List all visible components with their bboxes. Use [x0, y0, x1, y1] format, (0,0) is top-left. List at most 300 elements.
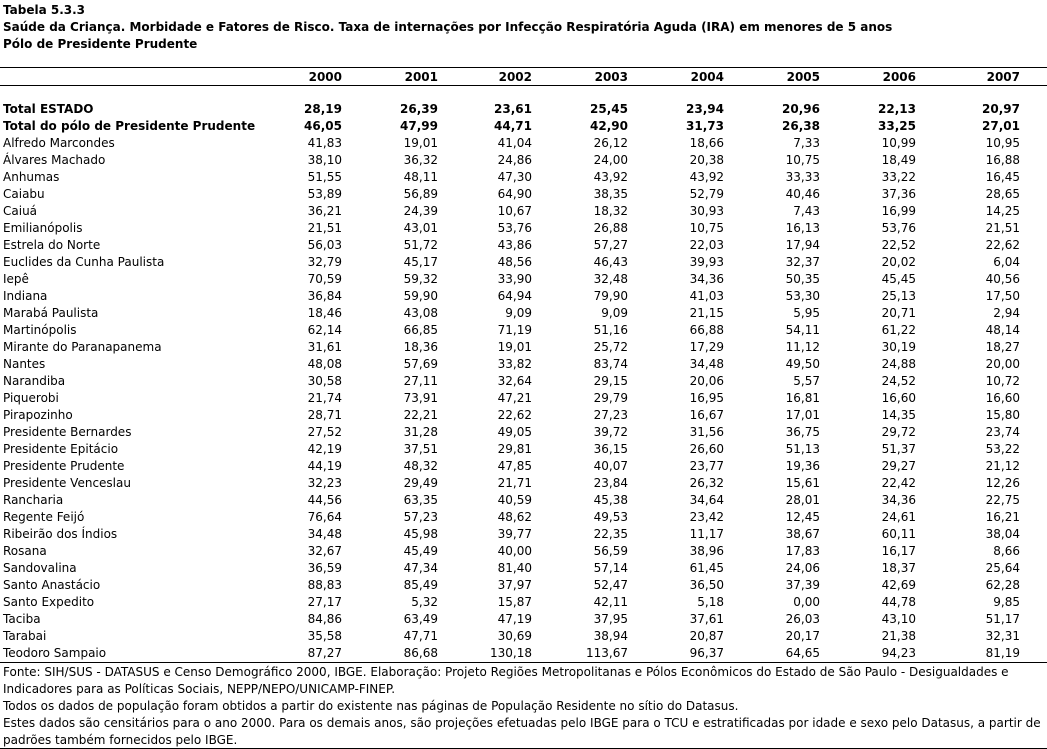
rate-cell: 20,97 — [982, 102, 1020, 116]
table-row — [0, 373, 1020, 390]
rate-cell: 32,79 — [307, 255, 342, 269]
rate-cell: 25,45 — [590, 102, 628, 116]
rate-cell: 71,19 — [497, 323, 532, 337]
top-rule — [0, 67, 1047, 68]
municipality-name: Rancharia — [3, 493, 64, 507]
rate-cell: 53,89 — [307, 187, 342, 201]
municipality-name: Anhumas — [3, 170, 60, 184]
rate-cell: 43,08 — [403, 306, 438, 320]
rate-cell: 36,32 — [403, 153, 438, 167]
rate-cell: 56,59 — [593, 544, 628, 558]
municipality-name: Martinópolis — [3, 323, 77, 337]
header-name-cell — [0, 69, 260, 86]
rate-cell: 33,22 — [881, 170, 916, 184]
rate-cell: 47,71 — [403, 629, 438, 643]
rate-cell: 38,94 — [593, 629, 628, 643]
rate-cell: 37,51 — [403, 442, 438, 456]
rate-cell: 42,69 — [881, 578, 916, 592]
population-note: Todos os dados de população foram obtidos a partir do existente nas páginas de População Residente no sítio do Datasus. — [3, 699, 739, 713]
rate-cell: 28,01 — [785, 493, 820, 507]
rate-cell: 24,39 — [403, 204, 438, 218]
rate-cell: 113,67 — [586, 646, 628, 660]
rate-cell: 83,74 — [593, 357, 628, 371]
rate-cell: 46,43 — [593, 255, 628, 269]
rate-cell: 5,95 — [793, 306, 820, 320]
table-row — [0, 152, 1020, 169]
rate-cell: 61,22 — [881, 323, 916, 337]
rate-cell: 28,65 — [985, 187, 1020, 201]
rate-cell: 27,52 — [307, 425, 342, 439]
rate-cell: 16,81 — [785, 391, 820, 405]
rate-cell: 33,25 — [878, 119, 916, 133]
rate-cell: 31,61 — [307, 340, 342, 354]
rate-cell: 26,88 — [593, 221, 628, 235]
rate-cell: 14,35 — [881, 408, 916, 422]
rate-cell: 18,46 — [307, 306, 342, 320]
rate-cell: 14,25 — [985, 204, 1020, 218]
rate-cell: 88,83 — [307, 578, 342, 592]
rate-cell: 24,00 — [593, 153, 628, 167]
rate-cell: 61,45 — [689, 561, 724, 575]
table-row — [0, 560, 1020, 577]
table-row — [0, 526, 1020, 543]
rate-cell: 21,15 — [689, 306, 724, 320]
rate-cell: 19,01 — [403, 136, 438, 150]
rate-cell: 10,72 — [985, 374, 1020, 388]
table-row — [0, 305, 1020, 322]
rate-cell: 23,84 — [593, 476, 628, 490]
rate-cell: 81,19 — [985, 646, 1020, 660]
rate-cell: 44,19 — [307, 459, 342, 473]
rate-cell: 32,67 — [307, 544, 342, 558]
rate-cell: 51,16 — [593, 323, 628, 337]
rate-cell: 52,47 — [593, 578, 628, 592]
municipality-name: Ribeirão dos Índios — [3, 527, 118, 541]
rate-cell: 63,35 — [403, 493, 438, 507]
table-title: Saúde da Criança. Morbidade e Fatores de Risco. Taxa de internações por Infecção Respiratória Aguda (IRA) em menores de 5 anos — [3, 20, 893, 34]
municipality-name: Caiabu — [3, 187, 45, 201]
rate-cell: 16,88 — [985, 153, 1020, 167]
rate-cell: 36,75 — [785, 425, 820, 439]
rate-cell: 47,19 — [497, 612, 532, 626]
rate-cell: 64,65 — [785, 646, 820, 660]
rate-cell: 34,64 — [689, 493, 724, 507]
table-row — [0, 611, 1020, 628]
rate-cell: 20,00 — [985, 357, 1020, 371]
rate-cell: 48,56 — [497, 255, 532, 269]
rate-cell: 12,26 — [985, 476, 1020, 490]
year-header: 2002 — [498, 70, 532, 84]
rate-cell: 36,50 — [689, 578, 724, 592]
data-table — [0, 69, 1020, 662]
rate-cell: 24,86 — [497, 153, 532, 167]
rate-cell: 19,36 — [785, 459, 820, 473]
rate-cell: 48,11 — [403, 170, 438, 184]
rate-cell: 25,64 — [985, 561, 1020, 575]
rate-cell: 26,32 — [689, 476, 724, 490]
rate-cell: 27,01 — [982, 119, 1020, 133]
rate-cell: 9,85 — [993, 595, 1020, 609]
rate-cell: 34,36 — [689, 272, 724, 286]
rate-cell: 0,00 — [793, 595, 820, 609]
rate-cell: 81,40 — [497, 561, 532, 575]
rate-cell: 30,93 — [689, 204, 724, 218]
rate-cell: 33,90 — [497, 272, 532, 286]
rate-cell: 33,33 — [785, 170, 820, 184]
rate-cell: 59,32 — [403, 272, 438, 286]
rate-cell: 16,17 — [881, 544, 916, 558]
rate-cell: 87,27 — [307, 646, 342, 660]
rate-cell: 45,98 — [403, 527, 438, 541]
rate-cell: 45,38 — [593, 493, 628, 507]
rate-cell: 59,90 — [403, 289, 438, 303]
rate-cell: 34,48 — [689, 357, 724, 371]
rate-cell: 32,23 — [307, 476, 342, 490]
rate-cell: 36,15 — [593, 442, 628, 456]
rate-cell: 17,50 — [985, 289, 1020, 303]
table-row — [0, 254, 1020, 271]
rate-cell: 38,35 — [593, 187, 628, 201]
municipality-name: Emilianópolis — [3, 221, 83, 235]
rate-cell: 57,23 — [403, 510, 438, 524]
rate-cell: 36,84 — [307, 289, 342, 303]
rate-cell: 57,27 — [593, 238, 628, 252]
municipality-name: Álvares Machado — [3, 153, 106, 167]
rate-cell: 43,01 — [403, 221, 438, 235]
rate-cell: 21,51 — [985, 221, 1020, 235]
rate-cell: 56,89 — [403, 187, 438, 201]
rate-cell: 18,66 — [689, 136, 724, 150]
rate-cell: 28,19 — [304, 102, 342, 116]
rate-cell: 27,17 — [307, 595, 342, 609]
municipality-name: Presidente Epitácio — [3, 442, 119, 456]
rate-cell: 42,90 — [590, 119, 628, 133]
table-row — [0, 543, 1020, 560]
rate-cell: 26,39 — [400, 102, 438, 116]
rate-cell: 16,21 — [985, 510, 1020, 524]
rate-cell: 47,85 — [497, 459, 532, 473]
rate-cell: 22,62 — [985, 238, 1020, 252]
table-title-block — [3, 2, 892, 53]
rate-cell: 52,79 — [689, 187, 724, 201]
table-row — [0, 237, 1020, 254]
footer-notes — [3, 664, 1043, 749]
rate-cell: 51,17 — [985, 612, 1020, 626]
header-row — [0, 69, 1020, 86]
rate-cell: 22,62 — [497, 408, 532, 422]
rate-cell: 27,23 — [593, 408, 628, 422]
rate-cell: 27,11 — [403, 374, 438, 388]
rate-cell: 38,10 — [307, 153, 342, 167]
table-row — [0, 220, 1020, 237]
rate-cell: 10,95 — [985, 136, 1020, 150]
total-row — [0, 118, 1020, 135]
table-row — [0, 475, 1020, 492]
municipality-name: Tarabai — [3, 629, 47, 643]
rate-cell: 46,05 — [304, 119, 342, 133]
rate-cell: 94,23 — [881, 646, 916, 660]
rate-cell: 51,72 — [403, 238, 438, 252]
rate-cell: 30,58 — [307, 374, 342, 388]
rate-cell: 51,13 — [785, 442, 820, 456]
table-row — [0, 577, 1020, 594]
rate-cell: 26,03 — [785, 612, 820, 626]
rate-cell: 64,94 — [497, 289, 532, 303]
rate-cell: 20,02 — [881, 255, 916, 269]
rate-cell: 40,00 — [497, 544, 532, 558]
rate-cell: 53,22 — [985, 442, 1020, 456]
rate-cell: 39,77 — [497, 527, 532, 541]
rate-cell: 18,36 — [403, 340, 438, 354]
rate-cell: 21,74 — [307, 391, 342, 405]
table-subtitle: Pólo de Presidente Prudente — [3, 37, 198, 51]
rate-cell: 5,18 — [697, 595, 724, 609]
header-rule — [0, 85, 1047, 86]
rate-cell: 39,72 — [593, 425, 628, 439]
rate-cell: 16,13 — [785, 221, 820, 235]
municipality-name: Mirante do Paranapanema — [3, 340, 162, 354]
rate-cell: 21,12 — [985, 459, 1020, 473]
table-row — [0, 441, 1020, 458]
year-header: 2005 — [786, 70, 820, 84]
table-row — [0, 135, 1020, 152]
rate-cell: 32,64 — [497, 374, 532, 388]
rate-cell: 43,10 — [881, 612, 916, 626]
rate-cell: 86,68 — [403, 646, 438, 660]
rate-cell: 16,60 — [881, 391, 916, 405]
year-header: 2000 — [308, 70, 342, 84]
municipality-name: Total ESTADO — [3, 102, 94, 116]
year-header: 2004 — [690, 70, 724, 84]
rate-cell: 10,75 — [785, 153, 820, 167]
rate-cell: 17,01 — [785, 408, 820, 422]
rate-cell: 41,04 — [497, 136, 532, 150]
municipality-name: Estrela do Norte — [3, 238, 101, 252]
rate-cell: 11,17 — [689, 527, 724, 541]
rate-cell: 53,76 — [881, 221, 916, 235]
rate-cell: 22,42 — [881, 476, 916, 490]
rate-cell: 21,71 — [497, 476, 532, 490]
rate-cell: 53,30 — [785, 289, 820, 303]
rate-cell: 17,83 — [785, 544, 820, 558]
total-row — [0, 101, 1020, 118]
municipality-name: Marabá Paulista — [3, 306, 99, 320]
rate-cell: 47,21 — [497, 391, 532, 405]
rate-cell: 15,87 — [497, 595, 532, 609]
rate-cell: 24,52 — [881, 374, 916, 388]
rate-cell: 37,61 — [689, 612, 724, 626]
rate-cell: 37,97 — [497, 578, 532, 592]
rate-cell: 25,13 — [881, 289, 916, 303]
source-note: Fonte: SIH/SUS - DATASUS e Censo Demográfico 2000, IBGE. Elaboração: Projeto Regiões Metropolitanas e Pólos Econômicos do Estado de São Paulo - Desigualdades e Indicadores para as Políticas Sociais, NEPP/NEPO/UNICAMP-FINEP. — [3, 665, 1009, 696]
spacer-row — [0, 86, 1020, 101]
rate-cell: 20,06 — [689, 374, 724, 388]
rate-cell: 24,61 — [881, 510, 916, 524]
rate-cell: 53,76 — [497, 221, 532, 235]
table-row — [0, 390, 1020, 407]
rate-cell: 26,12 — [593, 136, 628, 150]
rate-cell: 64,90 — [497, 187, 532, 201]
rate-cell: 45,45 — [881, 272, 916, 286]
year-header: 2007 — [986, 70, 1020, 84]
rate-cell: 42,11 — [593, 595, 628, 609]
table-number: Tabela 5.3.3 — [3, 3, 86, 17]
rate-cell: 50,35 — [785, 272, 820, 286]
rate-cell: 6,04 — [993, 255, 1020, 269]
rate-cell: 40,46 — [785, 187, 820, 201]
rate-cell: 18,49 — [881, 153, 916, 167]
table-row — [0, 628, 1020, 645]
rate-cell: 33,82 — [497, 357, 532, 371]
rate-cell: 20,87 — [689, 629, 724, 643]
table-row — [0, 186, 1020, 203]
municipality-name: Presidente Venceslau — [3, 476, 131, 490]
rate-cell: 29,79 — [593, 391, 628, 405]
table-row — [0, 288, 1020, 305]
municipality-name: Santo Expedito — [3, 595, 95, 609]
rate-cell: 45,49 — [403, 544, 438, 558]
rate-cell: 16,60 — [985, 391, 1020, 405]
municipality-name: Indiana — [3, 289, 48, 303]
rate-cell: 79,90 — [593, 289, 628, 303]
rate-cell: 96,37 — [689, 646, 724, 660]
municipality-name: Sandovalina — [3, 561, 77, 575]
rate-cell: 49,50 — [785, 357, 820, 371]
rate-cell: 26,60 — [689, 442, 724, 456]
table-row — [0, 645, 1020, 662]
rate-cell: 10,75 — [689, 221, 724, 235]
rate-cell: 40,07 — [593, 459, 628, 473]
municipality-name: Piquerobi — [3, 391, 59, 405]
rate-cell: 43,86 — [497, 238, 532, 252]
rate-cell: 48,08 — [307, 357, 342, 371]
rate-cell: 38,04 — [985, 527, 1020, 541]
rate-cell: 12,45 — [785, 510, 820, 524]
rate-cell: 30,69 — [497, 629, 532, 643]
rate-cell: 47,99 — [400, 119, 438, 133]
municipality-name: Caiuá — [3, 204, 38, 218]
rate-cell: 48,14 — [985, 323, 1020, 337]
rate-cell: 23,94 — [686, 102, 724, 116]
rate-cell: 56,03 — [307, 238, 342, 252]
municipality-name: Rosana — [3, 544, 47, 558]
rate-cell: 66,85 — [403, 323, 438, 337]
rate-cell: 38,96 — [689, 544, 724, 558]
rate-cell: 18,37 — [881, 561, 916, 575]
rate-cell: 10,99 — [881, 136, 916, 150]
rate-cell: 62,14 — [307, 323, 342, 337]
rate-cell: 21,38 — [881, 629, 916, 643]
rate-cell: 16,45 — [985, 170, 1020, 184]
rate-cell: 5,57 — [793, 374, 820, 388]
projection-note: Estes dados são censitários para o ano 2000. Para os demais anos, são projeções efetuadas pelo IBGE para o TCU e estratificadas por idade e sexo pelo Datasus, a partir de padrões também fornecidos pelo IBGE. — [3, 716, 1041, 747]
table-row — [0, 322, 1020, 339]
rate-cell: 57,69 — [403, 357, 438, 371]
rate-cell: 10,67 — [497, 204, 532, 218]
rate-cell: 26,38 — [782, 119, 820, 133]
rate-cell: 84,86 — [307, 612, 342, 626]
rate-cell: 11,12 — [785, 340, 820, 354]
rate-cell: 37,39 — [785, 578, 820, 592]
rate-cell: 38,67 — [785, 527, 820, 541]
table-row — [0, 169, 1020, 186]
table-bottom-rule — [0, 662, 1047, 663]
rate-cell: 5,32 — [411, 595, 438, 609]
rate-cell: 51,55 — [307, 170, 342, 184]
rate-cell: 15,80 — [985, 408, 1020, 422]
rate-cell: 30,19 — [881, 340, 916, 354]
rate-cell: 17,29 — [689, 340, 724, 354]
municipality-name: Teodoro Sampaio — [3, 646, 107, 660]
municipality-name: Regente Feijó — [3, 510, 85, 524]
rate-cell: 18,27 — [985, 340, 1020, 354]
rate-cell: 42,19 — [307, 442, 342, 456]
rate-cell: 54,11 — [785, 323, 820, 337]
table-row — [0, 339, 1020, 356]
rate-cell: 7,33 — [793, 136, 820, 150]
rate-cell: 23,77 — [689, 459, 724, 473]
rate-cell: 23,61 — [494, 102, 532, 116]
rate-cell: 31,28 — [403, 425, 438, 439]
rate-cell: 9,09 — [505, 306, 532, 320]
rate-cell: 85,49 — [403, 578, 438, 592]
rate-cell: 25,72 — [593, 340, 628, 354]
municipality-name: Presidente Prudente — [3, 459, 125, 473]
rate-cell: 47,30 — [497, 170, 532, 184]
rate-cell: 41,03 — [689, 289, 724, 303]
municipality-name: Alfredo Marcondes — [3, 136, 115, 150]
rate-cell: 57,14 — [593, 561, 628, 575]
rate-cell: 20,96 — [782, 102, 820, 116]
rate-cell: 32,48 — [593, 272, 628, 286]
rate-cell: 18,32 — [593, 204, 628, 218]
rate-cell: 62,28 — [985, 578, 1020, 592]
rate-cell: 29,15 — [593, 374, 628, 388]
rate-cell: 7,43 — [793, 204, 820, 218]
rate-cell: 24,06 — [785, 561, 820, 575]
rate-cell: 40,56 — [985, 272, 1020, 286]
rate-cell: 29,27 — [881, 459, 916, 473]
rate-cell: 8,66 — [993, 544, 1020, 558]
rate-cell: 16,95 — [689, 391, 724, 405]
rate-cell: 43,92 — [593, 170, 628, 184]
rate-cell: 31,56 — [689, 425, 724, 439]
year-header: 2006 — [882, 70, 916, 84]
rate-cell: 44,71 — [494, 119, 532, 133]
rate-cell: 34,48 — [307, 527, 342, 541]
rate-cell: 16,99 — [881, 204, 916, 218]
table-row — [0, 458, 1020, 475]
rate-cell: 32,31 — [985, 629, 1020, 643]
rate-cell: 23,74 — [985, 425, 1020, 439]
municipality-name: Nantes — [3, 357, 46, 371]
rate-cell: 44,56 — [307, 493, 342, 507]
year-header: 2003 — [594, 70, 628, 84]
rate-cell: 29,49 — [403, 476, 438, 490]
rate-cell: 20,71 — [881, 306, 916, 320]
rate-cell: 9,09 — [601, 306, 628, 320]
rate-cell: 37,95 — [593, 612, 628, 626]
rate-cell: 36,21 — [307, 204, 342, 218]
table-row — [0, 356, 1020, 373]
table-row — [0, 492, 1020, 509]
rate-cell: 36,59 — [307, 561, 342, 575]
rate-cell: 45,17 — [403, 255, 438, 269]
rate-cell: 66,88 — [689, 323, 724, 337]
rate-cell: 2,94 — [993, 306, 1020, 320]
rate-cell: 23,42 — [689, 510, 724, 524]
rate-cell: 22,03 — [689, 238, 724, 252]
